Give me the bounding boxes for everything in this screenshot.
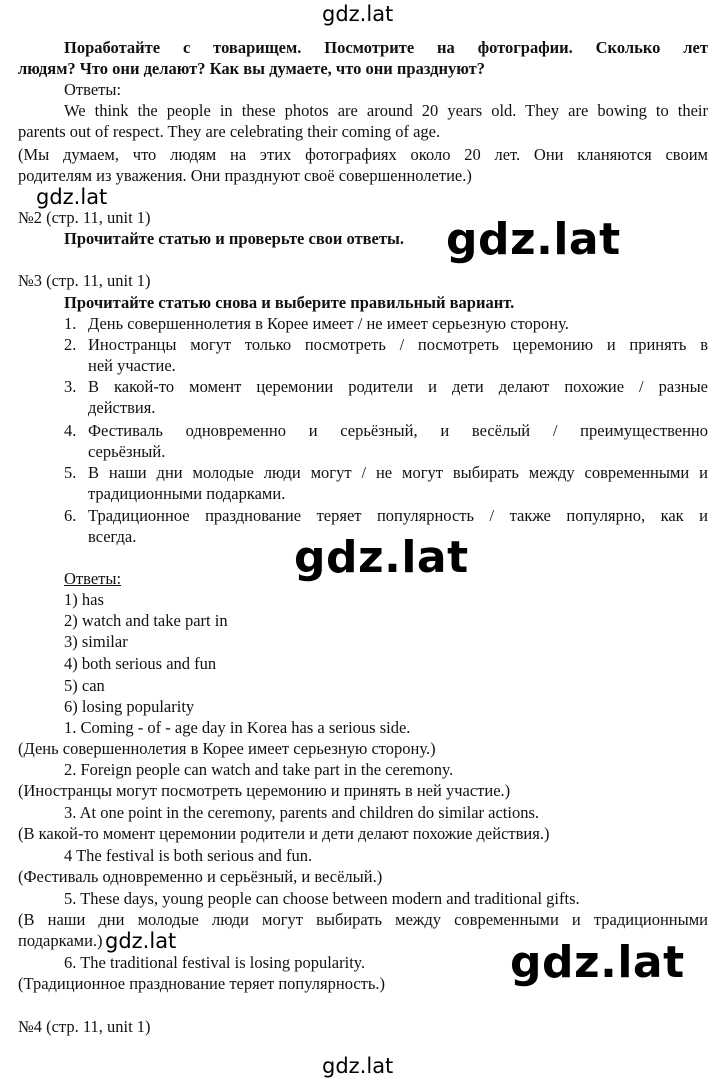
- answer-number: 5): [64, 676, 78, 695]
- sentence-en: 1. Coming - of - age day in Korea has a serious side.: [64, 718, 411, 737]
- task3-item-number: 3.: [64, 377, 77, 396]
- task3-answers-label: Ответы:: [64, 569, 122, 588]
- task3-item-line: В какой-то момент церемонии родители и дети делают похожие / разные: [88, 377, 708, 396]
- task3-answer: [64, 610, 708, 631]
- answer-number: 3): [64, 632, 78, 651]
- answer-number: 2): [64, 611, 78, 630]
- task3-answer: [64, 675, 708, 696]
- answer-text: losing popularity: [81, 697, 195, 716]
- answer-text: similar: [81, 632, 128, 651]
- task1-answer-en-line2: parents out of respect. They are celebrating their coming of age.: [18, 122, 441, 141]
- task1-question-line2: людям? Что они делают? Как вы думаете, что они празднуют?: [18, 59, 485, 78]
- task3-item-line: серьёзный.: [88, 442, 166, 461]
- watermark-large-2: gdz.lat: [294, 532, 469, 583]
- sentence-ru: (В какой-то момент церемонии родители и дети делают похожие действия.): [18, 824, 550, 843]
- watermark-mid-left: gdz.lat: [105, 929, 177, 953]
- task3-item-line: ней участие.: [88, 356, 176, 375]
- answer-text: has: [81, 590, 104, 609]
- answer-text: both serious and fun: [81, 654, 217, 673]
- sentence-ru: (Традиционное празднование теряет популярность.): [18, 974, 386, 993]
- task3-item-line: Фестиваль одновременно и серьёзный, и весёлый / преимущественно: [88, 421, 708, 440]
- watermark-bottom: gdz.lat: [322, 1054, 394, 1078]
- sentence-en: 6. The traditional festival is losing popularity.: [64, 953, 366, 972]
- task1-answer-en-line1: We think the people in these photos are around 20 years old. They are bowing to their: [64, 101, 708, 120]
- task3-item-line: всегда.: [88, 527, 137, 546]
- watermark-large-1: gdz.lat: [446, 214, 621, 265]
- task3-instruction: Прочитайте статью снова и выберите правильный вариант.: [64, 293, 515, 312]
- answer-number: 4): [64, 654, 78, 673]
- task1-answers-label: Ответы:: [64, 80, 122, 99]
- task3-answer: [64, 631, 708, 652]
- sentence-ru: (День совершеннолетия в Корее имеет серьезную сторону.): [18, 739, 436, 758]
- sentence-ru: подарками.): [18, 931, 103, 950]
- task3-item-line: В наши дни молодые люди могут / не могут выбирать между современными и: [88, 463, 708, 482]
- sentence-ru: (В наши дни молодые люди могут выбирать между современными и традиционными: [18, 910, 708, 929]
- sentence-en: 3. At one point in the ceremony, parents and children do similar actions.: [64, 803, 540, 822]
- sentence-en: 2. Foreign people can watch and take part in the ceremony.: [64, 760, 454, 779]
- watermark-top: gdz.lat: [322, 2, 394, 26]
- task4-header: №4 (стр. 11, unit 1): [18, 1017, 151, 1036]
- task1-answer-ru-line2: родителям из уважения. Они празднуют своё совершеннолетие.): [18, 166, 472, 185]
- task3-item-line: День совершеннолетия в Корее имеет / не имеет серьезную сторону.: [88, 314, 569, 333]
- task3-item-line: действия.: [88, 398, 156, 417]
- sentence-en: 4 The festival is both serious and fun.: [64, 846, 313, 865]
- task3-item-line: Традиционное празднование теряет популярность / также популярно, как и: [88, 506, 708, 525]
- task2-header: №2 (стр. 11, unit 1): [18, 208, 151, 227]
- sentence-ru: (Иностранцы могут посмотреть церемонию и принять в ней участие.): [18, 781, 511, 800]
- answer-number: 1): [64, 590, 78, 609]
- task3-answer: [64, 589, 708, 610]
- task3-answer: [64, 696, 708, 717]
- task1-answer-ru-line1: (Мы думаем, что людям на этих фотографиях около 20 лет. Они кланяются своим: [18, 145, 708, 164]
- task3-item-number: 4.: [64, 421, 77, 440]
- sentence-ru: (Фестиваль одновременно и серьёзный, и весёлый.): [18, 867, 383, 886]
- answer-number: 6): [64, 697, 78, 716]
- task3-item-line: Иностранцы могут только посмотреть / посмотреть церемонию и принять в: [88, 335, 708, 354]
- task3-answer: [64, 653, 708, 674]
- task3-header: №3 (стр. 11, unit 1): [18, 271, 151, 290]
- answer-text: can: [81, 676, 105, 695]
- answer-text: watch and take part in: [81, 611, 228, 630]
- watermark-large-3: gdz.lat: [510, 937, 685, 988]
- sentence-en: 5. These days, young people can choose between modern and traditional gifts.: [64, 889, 580, 908]
- task3-item-number: 5.: [64, 463, 77, 482]
- task3-item-number: 2.: [64, 335, 77, 354]
- task3-item-line: традиционными подарками.: [88, 484, 286, 503]
- watermark-left: gdz.lat: [36, 185, 108, 209]
- task3-item-number: 1.: [64, 314, 77, 333]
- task1-question-line1: Поработайте с товарищем. Посмотрите на фотографии. Сколько лет: [64, 38, 708, 57]
- task2-instruction: Прочитайте статью и проверьте свои ответы.: [64, 229, 404, 248]
- task3-item-number: 6.: [64, 506, 77, 525]
